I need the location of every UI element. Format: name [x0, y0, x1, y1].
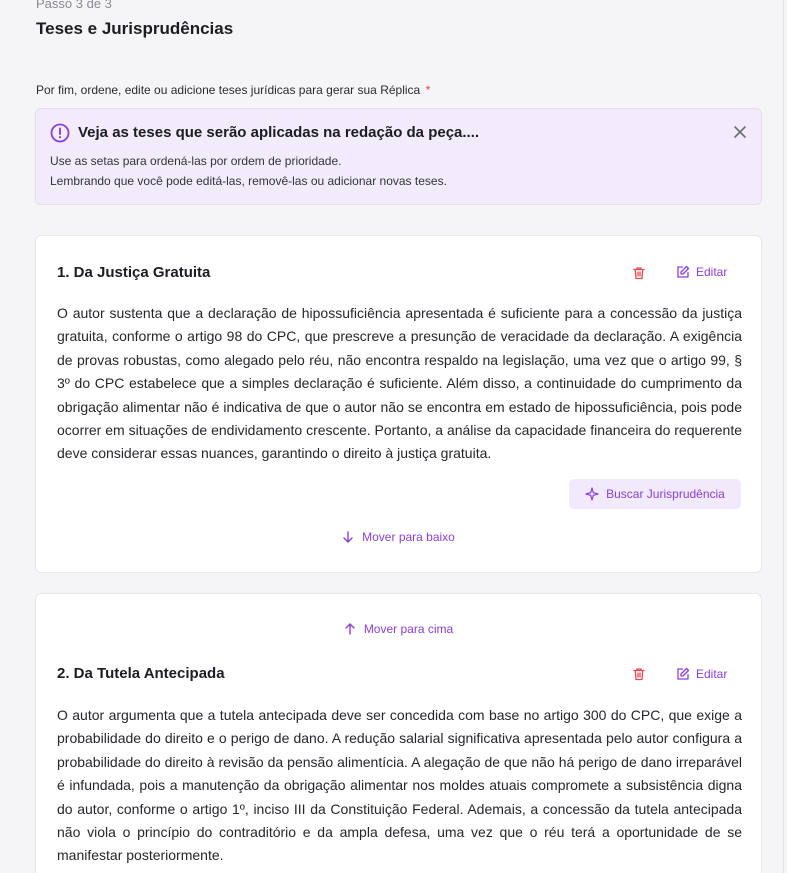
thesis-title: 1. Da Justiça Gratuita	[57, 264, 211, 281]
trash-icon[interactable]	[632, 667, 646, 681]
edit-label: Editar	[696, 265, 728, 279]
search-jurisprudence-button[interactable]	[569, 479, 741, 509]
search-jurisprudence-label: Buscar Jurisprudência	[606, 487, 725, 501]
thesis-card-1	[35, 235, 762, 573]
trash-icon[interactable]	[632, 266, 646, 280]
instruction-label	[36, 83, 430, 97]
move-up-label: Mover para cima	[363, 622, 454, 636]
info-alert	[35, 108, 762, 205]
alert-line-2: Lembrando que você pode editá-las, removê-las ou adicionar novas teses.	[50, 174, 447, 188]
alert-title: Veja as teses que serão aplicadas na redação da peça....	[78, 124, 480, 141]
page-title: Teses e Jurisprudências	[36, 19, 234, 38]
info-circle-icon	[50, 123, 70, 143]
window-edge	[783, 0, 784, 873]
move-down-button[interactable]	[36, 530, 761, 544]
required-mark: *	[425, 83, 431, 97]
move-up-button[interactable]	[36, 622, 761, 636]
alert-line-1: Use as setas para ordená-las por ordem de prioridade.	[50, 154, 342, 168]
thesis-title: 2. Da Tutela Antecipada	[57, 665, 225, 682]
arrow-up-icon	[344, 623, 356, 635]
thesis-text: O autor argumenta que a tutela antecipada deve ser concedida com base no artigo 300 do CPC, que exige a probabilidade do direito e o perigo de dano. A redução salarial significativa apresentada pelo autor configura a probabilidade do direito à revisão da pensão alimentícia. A alegação de que não há perigo de dano irreparável é infundada, pois a manutenção da obrigação alimentar nos moldes atuais compromete a subsistência digna do autor, conforme o artigo 1º, inciso III da Constituição Federal. Ademais, a concessão da tutela antecipada não viola o princípio do contraditório e da ampla defesa, uma vez que o réu terá a oportunidade de se manifestar posteriormente.	[57, 707, 742, 864]
edit-icon	[676, 265, 690, 279]
thesis-card-2	[35, 593, 762, 873]
instruction-text: Por fim, ordene, edite ou adicione teses jurídicas para gerar sua Réplica	[36, 83, 421, 97]
step-indicator: Passo 3 de 3	[36, 0, 112, 11]
edit-icon	[676, 667, 690, 681]
edit-button[interactable]	[676, 265, 727, 279]
close-icon[interactable]	[733, 125, 747, 139]
edit-button[interactable]	[676, 667, 727, 681]
sparkle-icon	[585, 487, 599, 501]
move-down-label: Mover para baixo	[362, 530, 455, 544]
thesis-text: O autor sustenta que a declaração de hipossuficiência apresentada é suficiente para a concessão da justiça gratuita, conforme o artigo 98 do CPC, que prescreve a presunção de veracidade da declaração. A exigência de provas robustas, como alegado pelo réu, não encontra respaldo na legislação, uma vez que o artigo 99, § 3º do CPC estabelece que a simples declaração é suficiente. Além disso, a continuidade do cumprimento da obrigação alimentar não é indicativa de que o autor não se encontra em estado de hipossuficiência, pois pode ocorrer em situações de endividamento crescente. Portanto, a análise da capacidade financeira do requerente deve considerar essas nuances, garantindo o direito à justiça gratuita.	[57, 305, 742, 462]
arrow-down-icon	[342, 531, 354, 543]
edit-label: Editar	[696, 667, 728, 681]
